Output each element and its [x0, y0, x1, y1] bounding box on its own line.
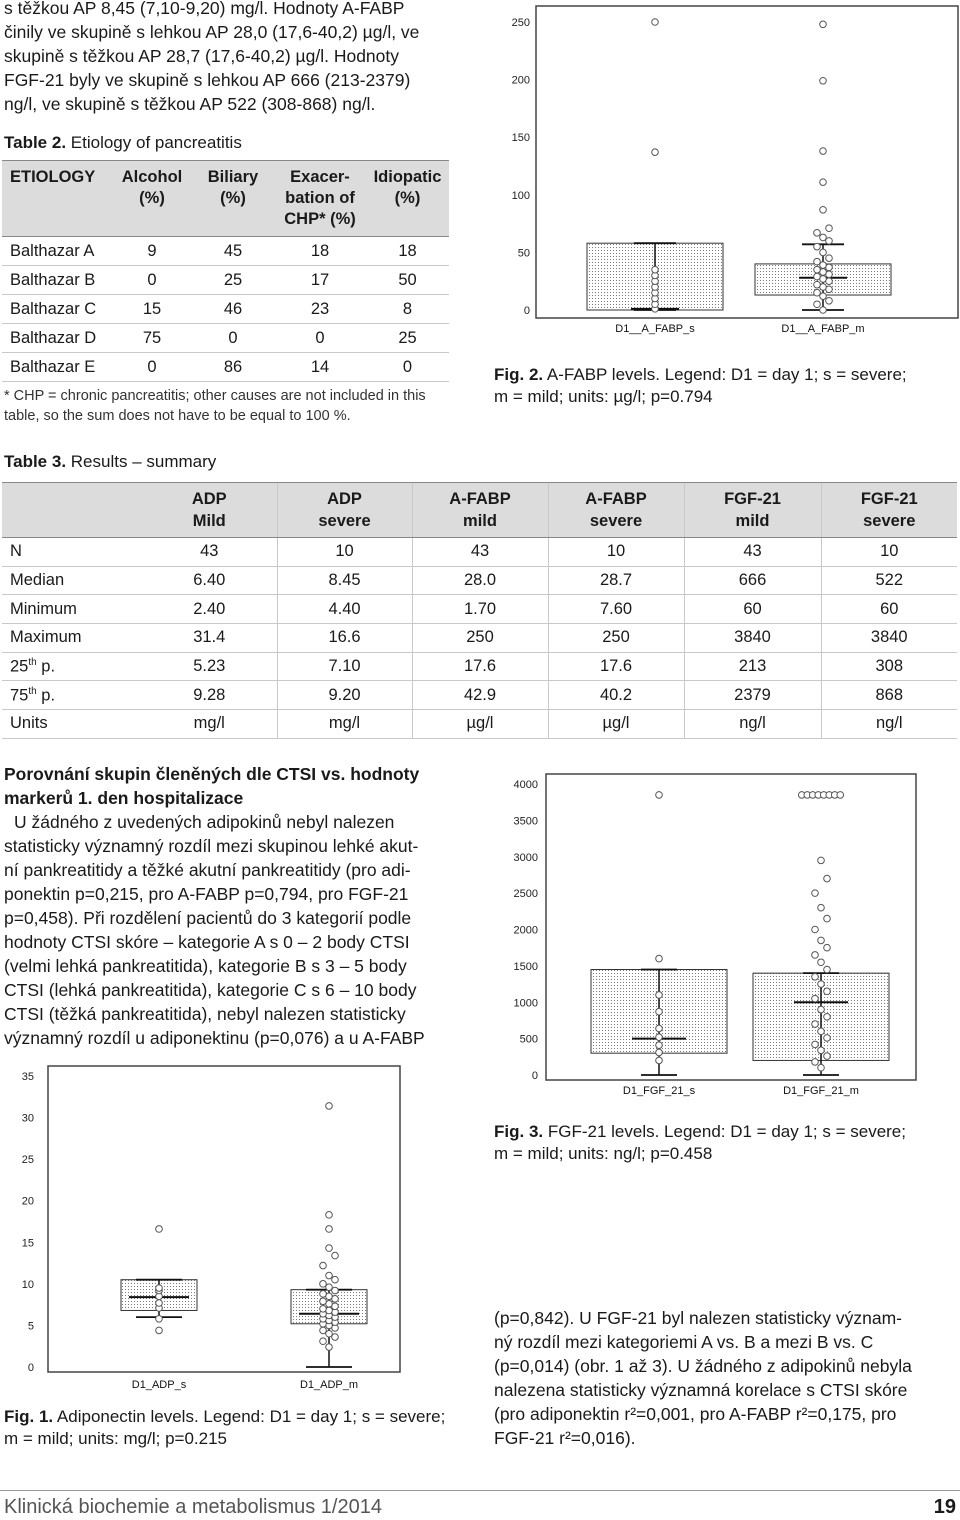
etiology-table	[2, 160, 449, 382]
y-tick-label: 250	[511, 17, 530, 29]
data-point	[656, 992, 663, 999]
data-point	[824, 1035, 831, 1042]
table-cell: Median	[2, 566, 142, 595]
data-point	[824, 1014, 831, 1021]
data-point	[656, 1034, 663, 1041]
fig3-label: Fig. 3.	[494, 1122, 544, 1141]
data-point	[332, 1334, 339, 1341]
outlier-point	[820, 21, 827, 28]
table-cell: 50	[366, 266, 449, 295]
data-point	[320, 1338, 327, 1345]
x-category-label: D1__A_FABP_m	[781, 323, 865, 335]
table-cell: 46	[192, 295, 274, 324]
y-tick-label: 150	[511, 132, 530, 145]
header-cell: A-FABP severe	[548, 483, 684, 538]
table-cell: 666	[684, 566, 821, 595]
y-tick-label: 100	[511, 189, 530, 202]
data-point	[826, 238, 833, 245]
data-point	[818, 1028, 825, 1035]
body-line: p=0,458). Při rozdělení pacientů do 3 kategorií podle	[4, 908, 412, 928]
table-cell: 9	[112, 237, 192, 266]
data-point	[824, 875, 831, 882]
table-cell: 3840	[821, 624, 957, 653]
table-cell: 5.23	[142, 652, 277, 681]
data-point	[824, 944, 831, 951]
body-line: hodnoty CTSI skóre – kategorie A s 0 – 2 body CTSI	[4, 932, 410, 952]
data-point	[156, 1300, 163, 1307]
data-point	[814, 258, 821, 265]
table2-title: Etiology of pancreatitis	[70, 133, 242, 152]
y-tick-label: 200	[511, 74, 530, 87]
y-tick-label: 5	[27, 1320, 34, 1333]
data-point	[818, 904, 825, 911]
x-category-label: D1_FGF_21_m	[783, 1085, 859, 1097]
table-cell: 42.9	[412, 681, 548, 710]
section-body	[4, 810, 468, 1050]
body-line: U žádného z uvedených adipokinů nebyl nalezen	[14, 812, 395, 832]
table2-label: Table 2.	[4, 133, 67, 152]
y-tick-label: 4000	[513, 779, 538, 791]
header-cell: Exacer- bation of CHP* (%)	[274, 161, 366, 237]
data-point	[156, 1315, 163, 1322]
table-cell: ng/l	[821, 710, 957, 739]
table-cell: Balthazar C	[2, 295, 112, 324]
table-row	[2, 266, 449, 295]
table-row	[2, 538, 957, 567]
table-row	[2, 324, 449, 353]
table-cell: N	[2, 538, 142, 567]
intro-line: skupině s těžkou AP 28,7 (17,6-40,2) µg/l. Hodnoty	[4, 46, 399, 66]
table-cell: 0	[112, 353, 192, 382]
table-cell: 7.10	[277, 652, 412, 681]
data-point	[812, 995, 819, 1002]
table-cell: Maximum	[2, 624, 142, 653]
data-point	[814, 243, 821, 250]
data-point	[320, 1291, 327, 1298]
table-cell: 23	[274, 295, 366, 324]
adiponectin-box-plot	[2, 1064, 442, 1396]
intro-paragraph	[4, 0, 468, 116]
outlier-point	[820, 179, 827, 186]
data-point	[326, 1284, 333, 1291]
data-point	[818, 857, 825, 864]
y-tick-label: 35	[21, 1071, 34, 1083]
table-cell: 6.40	[142, 566, 277, 595]
body-line: (p=0,014) (obr. 1 až 3). U žádného z adipokinů nebyla	[494, 1356, 912, 1376]
data-point	[814, 281, 821, 288]
table-cell: 0	[274, 324, 366, 353]
data-point	[320, 1306, 327, 1313]
table-cell: Minimum	[2, 595, 142, 624]
table-cell: 250	[548, 624, 684, 653]
data-point	[652, 266, 659, 273]
data-point	[332, 1276, 339, 1283]
x-category-label: D1_ADP_m	[299, 1379, 359, 1391]
data-point	[814, 301, 821, 308]
table-cell: Balthazar D	[2, 324, 112, 353]
fig2-label: Fig. 2.	[494, 365, 544, 384]
y-tick-label: 1500	[513, 960, 538, 973]
table2-caption	[4, 133, 242, 153]
table-cell: 10	[821, 538, 957, 567]
data-point	[156, 1327, 163, 1334]
table-cell: 308	[821, 652, 957, 681]
table-cell: Balthazar B	[2, 266, 112, 295]
data-point	[812, 1021, 819, 1028]
table-cell: 7.60	[548, 595, 684, 624]
table-cell: 2.40	[142, 595, 277, 624]
y-tick-label: 1000	[513, 997, 538, 1010]
outlier-point	[652, 149, 659, 156]
header-cell	[2, 483, 142, 538]
table2-footnote: * CHP = chronic pancreatitis; other causes are not included in this table, so the sum does not have to be equal to 100 %.	[4, 388, 426, 424]
body-line: CTSI (lehká pankreatitida), kategorie C s 6 – 10 body	[4, 980, 417, 1000]
table-cell: 15	[112, 295, 192, 324]
body-line: ponektin p=0,215, pro A-FABP p=0,794, pro FGF-21	[4, 884, 409, 904]
table-cell: 868	[821, 681, 957, 710]
table-cell: 45	[192, 237, 274, 266]
fgf21-box-plot	[500, 772, 920, 1106]
y-tick-label: 3500	[513, 815, 538, 828]
header-cell: ADP severe	[277, 483, 412, 538]
body-line: statisticky významný rozdíl mezi skupinou lehké akut-	[4, 836, 419, 856]
table-cell: 4.40	[277, 595, 412, 624]
table-row	[2, 681, 957, 710]
table-row	[2, 237, 449, 266]
table-cell: 40.2	[548, 681, 684, 710]
header-cell: ADP Mild	[142, 483, 277, 538]
data-point	[812, 926, 819, 933]
table-cell: 25	[366, 324, 449, 353]
data-point	[812, 1059, 819, 1066]
table-cell: 16.6	[277, 624, 412, 653]
table-row	[2, 566, 957, 595]
table-cell: 18	[366, 237, 449, 266]
table3-caption	[4, 452, 216, 472]
y-tick-label: 50	[517, 247, 530, 260]
body-line: FGF-21 r²=0,016).	[494, 1428, 636, 1448]
data-point	[818, 981, 825, 988]
table-cell: 28.0	[412, 566, 548, 595]
y-tick-label: 10	[21, 1278, 34, 1291]
x-category-label: D1_ADP_s	[131, 1379, 187, 1391]
header-cell: A-FABP mild	[412, 483, 548, 538]
table-header-row	[2, 483, 957, 538]
data-point	[824, 915, 831, 922]
table-row	[2, 295, 449, 324]
data-point	[824, 1053, 831, 1060]
outlier-point	[326, 1226, 333, 1233]
y-tick-label: 500	[519, 1033, 538, 1046]
data-point	[824, 966, 831, 973]
table-cell: 250	[412, 624, 548, 653]
table-cell: Balthazar A	[2, 237, 112, 266]
table-cell: Units	[2, 710, 142, 739]
data-point	[320, 1298, 327, 1305]
table-cell: 9.28	[142, 681, 277, 710]
table-cell: 25	[192, 266, 274, 295]
journal-name: Klinická biochemie a metabolismus 1/2014	[4, 1496, 382, 1518]
table-cell: 18	[274, 237, 366, 266]
y-tick-label: 20	[21, 1195, 34, 1208]
y-tick-label: 30	[21, 1112, 34, 1125]
data-point	[820, 262, 827, 269]
intro-line: činily ve skupině s lehkou AP 28,0 (17,6-40,2) µg/l, ve	[4, 22, 420, 42]
x-category-label: D1_FGF_21_s	[622, 1085, 696, 1097]
data-point	[812, 952, 819, 959]
data-point	[826, 297, 833, 304]
data-point	[656, 1025, 663, 1032]
results-summary-table	[2, 482, 957, 739]
intro-line: s těžkou AP 8,45 (7,10-9,20) mg/l. Hodnoty A-FABP	[4, 0, 405, 18]
data-point	[818, 1047, 825, 1054]
data-point	[820, 234, 827, 241]
data-point	[814, 273, 821, 280]
table-cell: µg/l	[548, 710, 684, 739]
data-point	[656, 1008, 663, 1015]
table-cell: 43	[412, 538, 548, 567]
data-point	[332, 1252, 339, 1259]
fig1-caption: Fig. 1. Adiponectin levels. Legend: D1 = day 1; s = severe; m = mild; units: mg/l; p=0.215	[4, 1407, 446, 1448]
outlier-point	[820, 206, 827, 213]
data-point	[818, 1006, 825, 1013]
table3-title: Results – summary	[70, 452, 217, 471]
header-cell: FGF-21 mild	[684, 483, 821, 538]
y-tick-label: 0	[523, 305, 530, 317]
table-cell: 8	[366, 295, 449, 324]
data-point	[814, 266, 821, 273]
outlier-point	[837, 792, 844, 799]
data-point	[156, 1285, 163, 1292]
table-cell: 10	[277, 538, 412, 567]
table-cell: mg/l	[142, 710, 277, 739]
table-cell: 9.20	[277, 681, 412, 710]
table-cell: 17.6	[412, 652, 548, 681]
y-tick-label: 0	[531, 1070, 538, 1082]
plot-frame	[48, 1066, 400, 1372]
data-point	[826, 225, 833, 232]
data-point	[820, 249, 827, 256]
data-point	[814, 289, 821, 296]
data-point	[320, 1281, 327, 1288]
table3-label: Table 3.	[4, 452, 67, 471]
page-number: 19	[933, 1496, 956, 1518]
data-point	[826, 255, 833, 262]
outlier-point	[326, 1212, 333, 1219]
fig2-caption: Fig. 2. A-FABP levels. Legend: D1 = day 1; s = severe; m = mild; units: µg/l; p=0.794	[494, 365, 907, 406]
table-cell: ng/l	[684, 710, 821, 739]
data-point	[326, 1245, 333, 1252]
body-line: ný rozdíl mezi kategoriemi A vs. B a mezi B vs. C	[494, 1332, 874, 1352]
afabp-box-plot	[496, 4, 960, 344]
data-point	[656, 1042, 663, 1049]
data-point	[820, 307, 827, 314]
table-cell: 0	[192, 324, 274, 353]
y-tick-label: 3000	[513, 851, 538, 864]
table-cell: 0	[366, 353, 449, 382]
section-heading: Porovnání skupin členěných dle CTSI vs. hodnoty markerů 1. den hospitalizace	[4, 764, 420, 808]
x-category-label: D1__A_FABP_s	[615, 323, 695, 335]
table-cell: 8.45	[277, 566, 412, 595]
table-cell: 60	[821, 595, 957, 624]
data-point	[332, 1287, 339, 1294]
table-cell: 31.4	[142, 624, 277, 653]
table-cell: 213	[684, 652, 821, 681]
table-cell: 28.7	[548, 566, 684, 595]
data-point	[656, 1057, 663, 1064]
table-row	[2, 710, 957, 739]
body-line: nalezena statisticky významná korelace s CTSI skóre	[494, 1380, 908, 1400]
header-cell: Biliary (%)	[192, 161, 274, 237]
footer-rule	[0, 1490, 960, 1491]
table-cell: 14	[274, 353, 366, 382]
y-tick-label: 25	[21, 1154, 34, 1167]
fig3-caption: Fig. 3. FGF-21 levels. Legend: D1 = day 1; s = severe; m = mild; units: ng/l; p=0.458	[494, 1122, 906, 1163]
body-line: CTSI (těžká pankreatitida), nebyl nalezen statisticky	[4, 1004, 406, 1024]
data-point	[656, 1049, 663, 1056]
data-point	[818, 1064, 825, 1071]
data-point	[812, 973, 819, 980]
outlier-point	[820, 148, 827, 155]
header-cell: ETIOLOGY	[2, 161, 112, 237]
table-cell: 43	[684, 538, 821, 567]
table-cell: 10	[548, 538, 684, 567]
data-point	[326, 1330, 333, 1337]
table-cell: 0	[112, 266, 192, 295]
body-line: (pro adiponektin r²=0,001, pro A-FABP r²=0,175, pro	[494, 1404, 897, 1424]
table-row	[2, 624, 957, 653]
data-point	[818, 937, 825, 944]
intro-line: ng/l, ve skupině s těžkou AP 522 (308-868) ng/l.	[4, 94, 376, 114]
body-line: (p=0,842). U FGF-21 byl nalezen statisticky význam-	[494, 1308, 902, 1328]
data-point	[320, 1327, 327, 1334]
table-cell: 86	[192, 353, 274, 382]
table-cell: 43	[142, 538, 277, 567]
y-tick-label: 15	[21, 1237, 34, 1250]
table-cell: 75	[112, 324, 192, 353]
outlier-point	[656, 792, 663, 799]
table-cell: 17.6	[548, 652, 684, 681]
header-cell: FGF-21 severe	[821, 483, 957, 538]
table-cell: 522	[821, 566, 957, 595]
data-point	[818, 959, 825, 966]
data-point	[326, 1344, 333, 1351]
data-point	[814, 230, 821, 237]
data-point	[812, 890, 819, 897]
table-cell: 17	[274, 266, 366, 295]
table-cell: 75th p.	[2, 681, 142, 710]
table-row	[2, 353, 449, 382]
outlier-point	[156, 1226, 163, 1233]
table-cell: 1.70	[412, 595, 548, 624]
table-row	[2, 652, 957, 681]
table-cell: 60	[684, 595, 821, 624]
section-continuation	[494, 1306, 958, 1450]
table-cell: 3840	[684, 624, 821, 653]
table-cell: 2379	[684, 681, 821, 710]
table-row	[2, 595, 957, 624]
data-point	[812, 1041, 819, 1048]
table-cell: µg/l	[412, 710, 548, 739]
data-point	[820, 293, 827, 300]
table-cell: 25th p.	[2, 652, 142, 681]
outlier-point	[820, 77, 827, 84]
fig1-label: Fig. 1.	[4, 1407, 54, 1426]
table-cell: Balthazar E	[2, 353, 112, 382]
y-tick-label: 0	[27, 1362, 34, 1374]
body-line: ní pankreatitidy a těžké akutní pankreatitidy (pro adi-	[4, 860, 411, 880]
outlier-point	[326, 1103, 333, 1110]
header-cell: Idiopatic (%)	[366, 161, 449, 237]
y-tick-label: 2000	[513, 924, 538, 937]
data-point	[656, 955, 663, 962]
outlier-point	[652, 19, 659, 26]
header-cell: Alcohol (%)	[112, 161, 192, 237]
table-cell: mg/l	[277, 710, 412, 739]
intro-line: FGF-21 byly ve skupině s lehkou AP 666 (213-2379)	[4, 70, 411, 90]
table-header-row	[2, 161, 449, 237]
data-point	[824, 988, 831, 995]
data-point	[320, 1262, 327, 1269]
data-point	[326, 1272, 333, 1279]
body-line: (velmi lehká pankreatitida), kategorie B s 3 – 5 body	[4, 956, 407, 976]
y-tick-label: 2500	[513, 888, 538, 901]
body-line: významný rozdíl u adiponektinu (p=0,076) a u A-FABP	[4, 1028, 425, 1048]
